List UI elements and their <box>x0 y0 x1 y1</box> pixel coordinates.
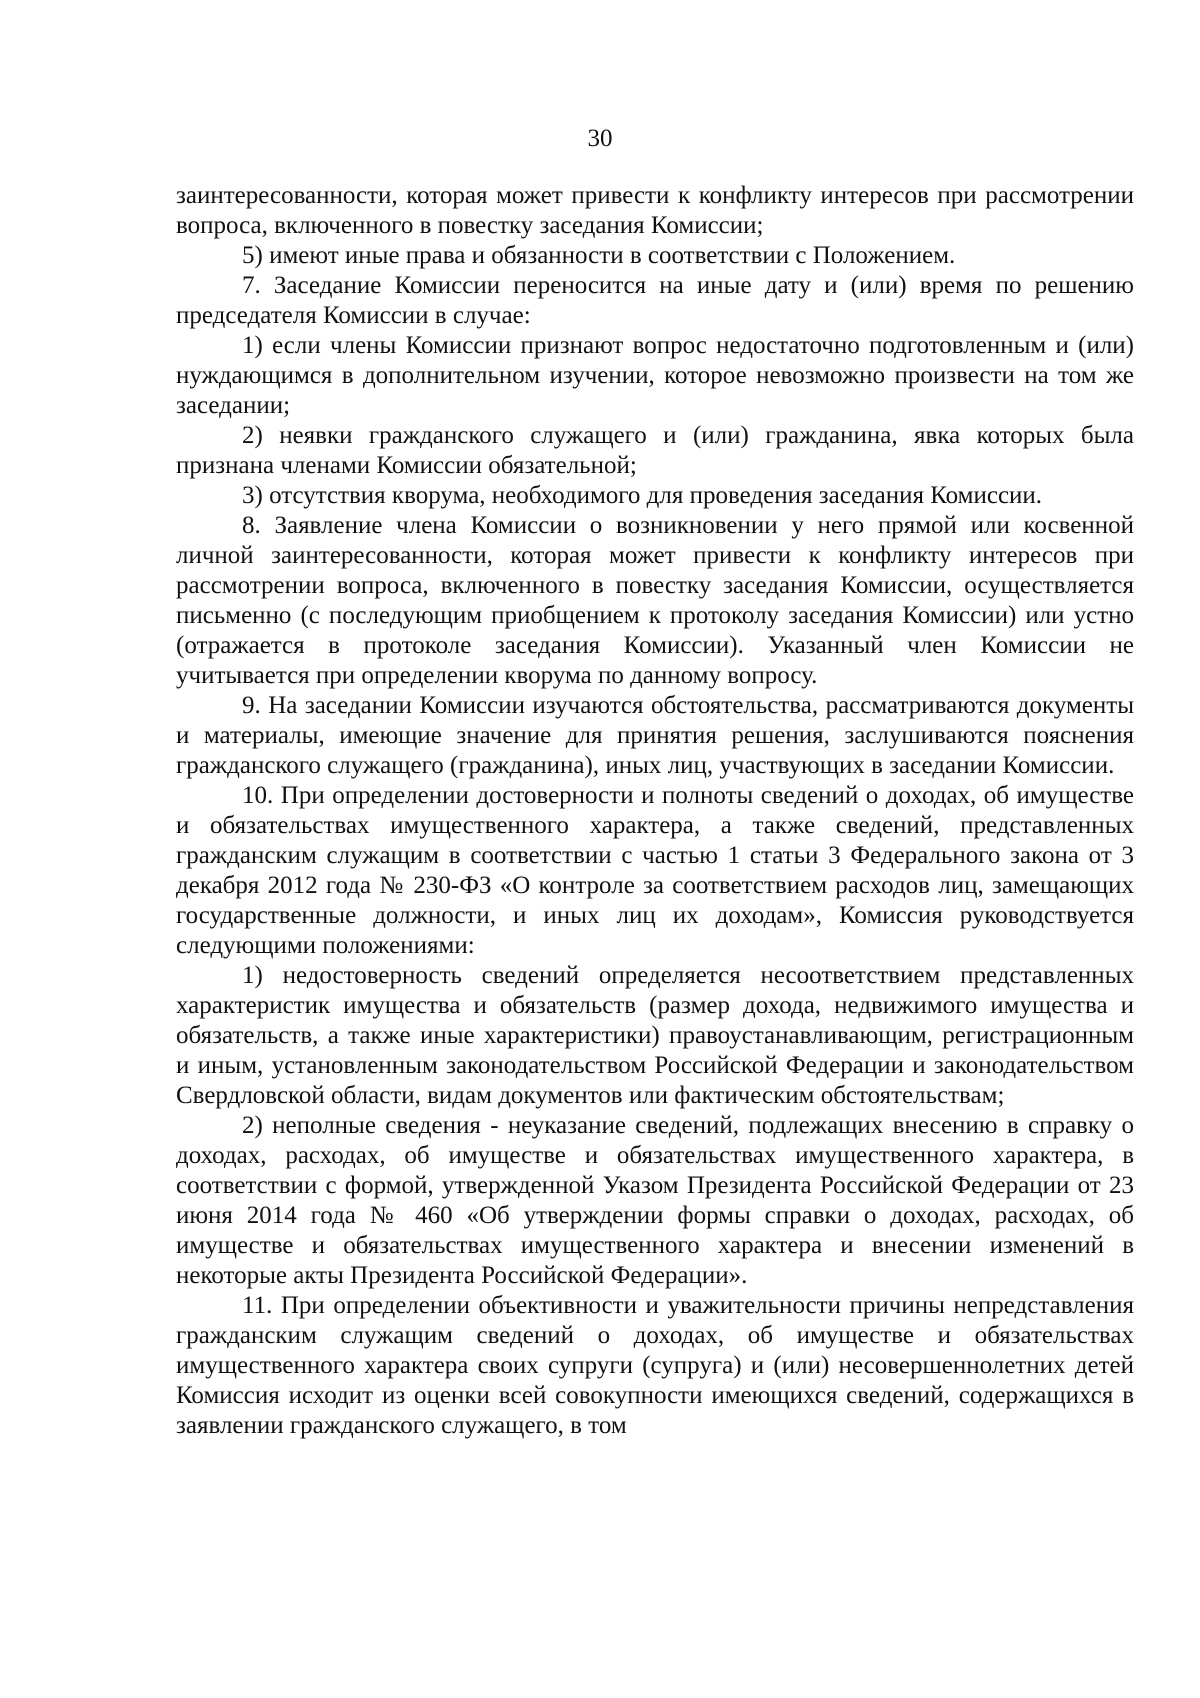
paragraph-section-11: 11. При определении объективности и уважительности причины непредставления гражданским служащим сведений о доходах, об имуществе и обязательствах имущественного характера своих супруги (супруга) и (или) несовершеннолетних детей Комиссия исходит из оценки всей совокупности имеющихся сведений, содержащихся в заявлении гражданского служащего, в том <box>176 1292 1134 1439</box>
paragraph-section-7-item-1: 1) если члены Комиссии признают вопрос недостаточно подготовленным и (или) нуждающимся в дополнительном изучении, которое невозможно произвести на том же заседании; <box>176 332 1134 419</box>
paragraph-section-9: 9. На заседании Комиссии изучаются обстоятельства, рассматриваются документы и материалы, имеющие значение для принятия решения, заслушиваются пояснения гражданского служащего (гражданина), иных лиц, участвующих в заседании Комиссии. <box>176 692 1134 779</box>
paragraph-item-5: 5) имеют иные права и обязанности в соответствии с Положением. <box>242 242 956 269</box>
document-body <box>176 181 1134 1441</box>
paragraph-section-7-item-2: 2) неявки гражданского служащего и (или) гражданина, явка которых была признана членами Комиссии обязательной; <box>176 422 1134 479</box>
page-number: 30 <box>587 125 613 152</box>
paragraph-section-7: 7. Заседание Комиссии переносится на иные дату и (или) время по решению председателя Комиссии в случае: <box>176 272 1134 329</box>
paragraph-section-10: 10. При определении достоверности и полноты сведений о доходах, об имуществе и обязательствах имущественного характера, а также сведений, представленных гражданским служащим в соответствии с частью 1 статьи 3 Федерального закона от 3 декабря 2012 года № 230-ФЗ «О контроле за соответствием расходов лиц, замещающих государственные должности, и иных лиц их доходам», Комиссия руководствуется следующими положениями: <box>176 782 1134 959</box>
paragraph-section-10-item-2: 2) неполные сведения - неуказание сведений, подлежащих внесению в справку о доходах, расходах, об имуществе и обязательствах имущественного характера, в соответствии с формой, утвержденной Указом Президента Российской Федерации от 23 июня 2014 года № 460 «Об утверждении формы справки о доходах, расходах, об имуществе и обязательствах имущественного характера и внесении изменений в некоторые акты Президента Российской Федерации». <box>176 1112 1134 1289</box>
paragraph-section-8: 8. Заявление члена Комиссии о возникновении у него прямой или косвенной личной заинтересованности, которая может привести к конфликту интересов при рассмотрении вопроса, включенного в повестку заседания Комиссии, осуществляется письменно (с последующим приобщением к протоколу заседания Комиссии) или устно (отражается в протоколе заседания Комиссии). Указанный член Комиссии не учитывается при определении кворума по данному вопросу. <box>176 512 1134 689</box>
paragraph-continuation: заинтересованности, которая может привести к конфликту интересов при рассмотрении вопроса, включенного в повестку заседания Комиссии; <box>176 182 1134 239</box>
paragraph-section-7-item-3: 3) отсутствия кворума, необходимого для проведения заседания Комиссии. <box>242 482 1043 509</box>
paragraph-section-10-item-1: 1) недостоверность сведений определяется несоответствием представленных характеристик имущества и обязательств (размер дохода, недвижимого имущества и обязательств, а также иные характеристики) правоустанавливающим, регистрационным и иным, установленным законодательством Российской Федерации и законодательством Свердловской области, видам документов или фактическим обстоятельствам; <box>176 962 1134 1109</box>
